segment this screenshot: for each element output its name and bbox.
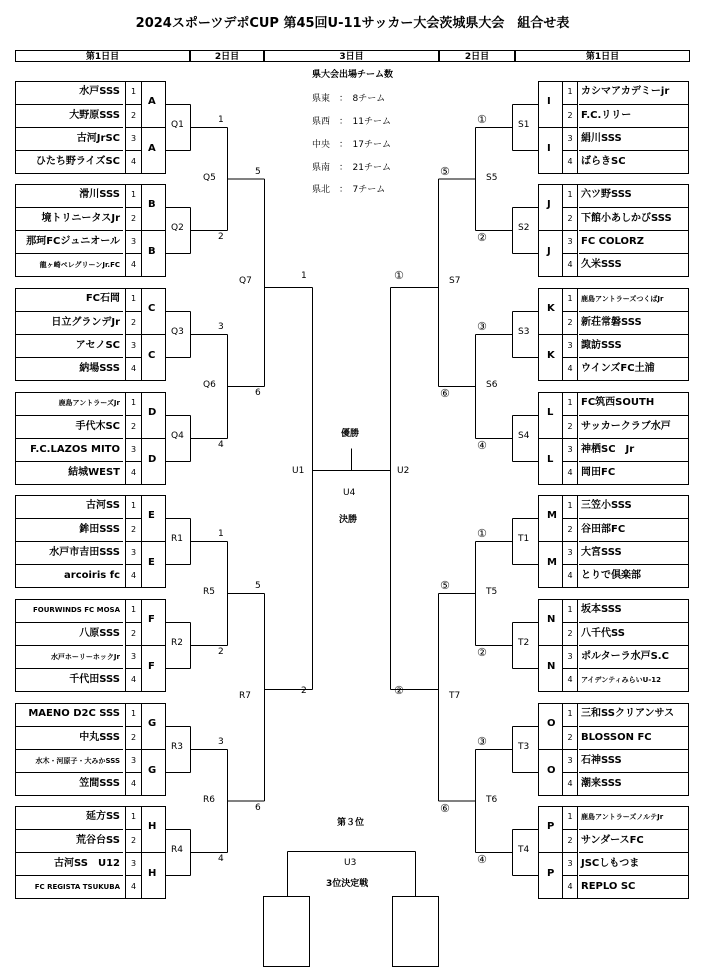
group-letter: O xyxy=(547,765,556,776)
team-name: arcoiris fc xyxy=(16,564,123,587)
seed-number: 2 xyxy=(126,311,141,334)
seed-number: 4 xyxy=(126,357,141,380)
bracket-number: ③ xyxy=(477,735,487,748)
team-name: 岡田FC xyxy=(579,461,688,484)
bracket-number: ③ xyxy=(477,320,487,333)
team-name: 石神SSS xyxy=(579,749,688,772)
group-letter: G xyxy=(148,718,157,729)
team-name: サンダースFC xyxy=(579,829,688,852)
seed-number: 1 xyxy=(130,398,137,407)
team-name: ポルターラ水戸S.C xyxy=(579,645,688,668)
match-label: Q3 xyxy=(171,327,184,337)
seed-number: 3 xyxy=(126,852,141,875)
match-u2: U2 xyxy=(397,466,410,476)
group-letter: E xyxy=(148,557,155,568)
seed-number: 1 xyxy=(130,87,137,96)
seed-number: 4 xyxy=(563,461,577,484)
bracket-number: 3 xyxy=(218,737,224,747)
team-name: 千代田SSS xyxy=(16,668,123,691)
team-name: 新荘常磐SSS xyxy=(579,311,688,334)
seed-number: 3 xyxy=(126,438,141,461)
match-label: Q1 xyxy=(171,120,184,130)
group-letter: M xyxy=(547,510,557,521)
team-name: 中丸SSS xyxy=(16,726,123,749)
seed-number: 4 xyxy=(126,564,141,587)
team-name: カシマアカデミーjr xyxy=(581,86,670,97)
third-place-title: 第３位 xyxy=(337,818,365,828)
team-name: 絹川SSS xyxy=(579,127,688,150)
group-letter: G xyxy=(148,765,157,776)
match-label: R1 xyxy=(171,534,183,544)
seed-number: 1 xyxy=(130,605,137,614)
seed-number: 1 xyxy=(567,605,573,614)
match-u4: U4 xyxy=(343,488,356,498)
team-name: 久米SSS xyxy=(579,253,688,276)
team-name: 境トリニータスJr xyxy=(16,207,123,230)
team-name: 龍ヶ崎ペレグリーンJr.FC xyxy=(16,253,123,276)
group-letter: C xyxy=(148,350,156,361)
match-label: T6 xyxy=(486,794,498,805)
seed-number: 1 xyxy=(130,190,137,199)
seed-number: 3 xyxy=(563,852,577,875)
bracket-number: 3 xyxy=(218,322,224,332)
match-label: S2 xyxy=(518,223,530,233)
match-label: Q7 xyxy=(239,276,252,287)
team-name: 古河SS U12 xyxy=(16,852,123,875)
match-label: S4 xyxy=(518,431,530,441)
team-name: 結城WEST xyxy=(16,461,123,484)
match-label: R5 xyxy=(203,587,215,597)
group-letter: D xyxy=(148,454,157,465)
seed-number: 4 xyxy=(563,564,577,587)
group-letter: P xyxy=(547,821,555,832)
team-name: 古河SS xyxy=(86,500,120,511)
header-day2-right: 2日目 xyxy=(439,50,515,62)
seed-number: 4 xyxy=(126,150,141,173)
team-name: 日立グランデJr xyxy=(16,311,123,334)
bracket-number: ④ xyxy=(477,853,487,866)
group-letter: E xyxy=(148,510,155,521)
seed-number: 1 xyxy=(130,812,137,821)
seed-number: 3 xyxy=(126,541,141,564)
seed-number: 2 xyxy=(563,207,577,230)
seed-number: 4 xyxy=(563,772,577,795)
team-name: JSCしもつま xyxy=(579,852,688,875)
match-label: S5 xyxy=(486,172,498,183)
bracket-number: ⑥ xyxy=(440,801,450,815)
team-name: 鹿島アントラーズJr xyxy=(58,399,120,407)
group-letter: F xyxy=(148,661,155,672)
seed-number: 2 xyxy=(563,311,577,334)
bracket-number: 2 xyxy=(301,685,307,696)
team-name: 荒谷台SS xyxy=(16,829,123,852)
group-letter: C xyxy=(148,303,156,314)
match-label: R6 xyxy=(203,794,215,805)
group-letter: B xyxy=(148,199,156,210)
seed-number: 1 xyxy=(130,501,137,510)
seed-number: 1 xyxy=(567,294,573,303)
seed-number: 4 xyxy=(563,150,577,173)
match-label: R4 xyxy=(171,845,183,855)
seed-number: 2 xyxy=(563,829,577,852)
bracket-number: 1 xyxy=(218,529,224,539)
group-letter: F xyxy=(148,614,155,625)
winner-label: 優勝 xyxy=(341,429,360,439)
seed-number: 2 xyxy=(126,829,141,852)
seed-number: 2 xyxy=(563,622,577,645)
team-name: とりで倶楽部 xyxy=(579,564,688,587)
team-name: FC COLORZ xyxy=(579,230,688,253)
bracket-number: ② xyxy=(394,683,404,697)
match-label: R7 xyxy=(239,690,251,701)
team-name: 納場SSS xyxy=(16,357,123,380)
seed-number: 3 xyxy=(563,334,577,357)
bracket-number: ② xyxy=(477,231,487,244)
team-name: 谷田部FC xyxy=(579,518,688,541)
team-name: 大野原SSS xyxy=(16,104,123,127)
team-name: F.C.リリー xyxy=(579,104,688,127)
team-name: 水木・河原子・大みかSSS xyxy=(16,749,123,772)
match-label: Q6 xyxy=(203,380,216,390)
team-name: 鹿島アントラーズつくばJr xyxy=(581,295,664,303)
team-name: 諏訪SSS xyxy=(579,334,688,357)
seed-number: 2 xyxy=(563,726,577,749)
bracket-number: ① xyxy=(477,113,487,126)
info-row: 県北 ： 7チーム xyxy=(312,185,386,195)
team-name: 鉾田SSS xyxy=(16,518,123,541)
group-letter: H xyxy=(148,821,157,832)
seed-number: 4 xyxy=(126,772,141,795)
match-label: S3 xyxy=(518,327,530,337)
group-letter: J xyxy=(547,199,551,210)
match-label: S1 xyxy=(518,120,530,130)
seed-number: 1 xyxy=(130,294,137,303)
seed-number: 2 xyxy=(126,622,141,645)
seed-number: 4 xyxy=(126,875,141,898)
bracket-number: ② xyxy=(477,646,487,659)
bracket-number: 2 xyxy=(218,647,224,657)
seed-number: 3 xyxy=(563,127,577,150)
team-name: 笠間SSS xyxy=(16,772,123,795)
bracket-number: ④ xyxy=(477,439,487,452)
group-letter: P xyxy=(547,868,555,879)
team-name: 八千代SS xyxy=(579,622,688,645)
seed-number: 1 xyxy=(567,709,573,718)
seed-number: 2 xyxy=(126,104,141,127)
info-row: 県西 ： 11チーム xyxy=(312,117,391,127)
bracket-number: ⑤ xyxy=(440,579,450,592)
team-name: 大宮SSS xyxy=(579,541,688,564)
header-day2-left: 2日目 xyxy=(190,50,264,62)
team-name: 三笠小SSS xyxy=(581,500,632,511)
seed-number: 3 xyxy=(563,438,577,461)
bracket-number: 6 xyxy=(255,802,261,813)
group-letter: K xyxy=(547,303,555,314)
bracket-number: 1 xyxy=(218,115,224,125)
team-name: FC筑西SOUTH xyxy=(581,397,655,408)
team-name: 滑川SSS xyxy=(79,189,120,200)
info-row: 中央 ： 17チーム xyxy=(312,140,391,150)
match-label: Q5 xyxy=(203,172,216,183)
match-u3: U3 xyxy=(344,858,357,868)
seed-number: 2 xyxy=(563,104,577,127)
team-name: MAENO D2C SSS xyxy=(28,708,120,719)
team-name: 神栖SC Jr xyxy=(579,438,688,461)
seed-number: 1 xyxy=(567,190,573,199)
final-label: 決勝 xyxy=(339,515,358,525)
seed-number: 2 xyxy=(563,415,577,438)
team-name: FC REGISTA TSUKUBA xyxy=(16,875,123,898)
match-label: S6 xyxy=(486,380,498,390)
match-label: R3 xyxy=(171,742,183,752)
bracket-number: ① xyxy=(477,527,487,540)
team-name: ばらきSC xyxy=(579,150,688,173)
team-name: ウインズFC土浦 xyxy=(579,357,688,380)
bracket-number: ① xyxy=(394,269,404,283)
seed-number: 4 xyxy=(126,668,141,691)
group-letter: M xyxy=(547,557,557,568)
match-u1: U1 xyxy=(292,466,305,476)
seed-number: 1 xyxy=(567,398,573,407)
seed-number: 3 xyxy=(126,127,141,150)
seed-number: 3 xyxy=(126,334,141,357)
seed-number: 3 xyxy=(563,541,577,564)
team-name: 水戸SSS xyxy=(79,86,120,97)
team-name: FC石岡 xyxy=(85,293,120,304)
team-name: 鹿島アントラーズノルテJr xyxy=(581,813,664,821)
seed-number: 4 xyxy=(563,875,577,898)
group-letter: N xyxy=(547,614,556,625)
bracket-number: ⑤ xyxy=(440,164,450,178)
team-name: FOURWINDS FC MOSA xyxy=(32,606,120,614)
team-name: BLOSSON FC xyxy=(579,726,688,749)
third-place-label: 3位決定戦 xyxy=(326,879,369,889)
info-title: 県大会出場チーム数 xyxy=(312,70,394,80)
seed-number: 3 xyxy=(563,230,577,253)
team-name: F.C.LAZOS MITO xyxy=(16,438,123,461)
team-name: アセノSC xyxy=(16,334,123,357)
group-letter: L xyxy=(547,407,554,418)
seed-number: 2 xyxy=(126,518,141,541)
seed-number: 3 xyxy=(126,749,141,772)
group-letter: D xyxy=(148,407,157,418)
team-name: 延方SS xyxy=(86,811,120,822)
team-name: 坂本SSS xyxy=(581,604,622,615)
seed-number: 1 xyxy=(567,87,573,96)
seed-number: 2 xyxy=(126,415,141,438)
team-name: 三和SSクリアンサス xyxy=(581,708,675,719)
seed-number: 3 xyxy=(126,230,141,253)
team-name: ひたち野ライズSC xyxy=(16,150,123,173)
seed-number: 1 xyxy=(567,501,573,510)
seed-number: 2 xyxy=(563,518,577,541)
seed-number: 4 xyxy=(563,253,577,276)
seed-number: 2 xyxy=(126,207,141,230)
team-name: 八原SSS xyxy=(16,622,123,645)
bracket-number: 2 xyxy=(218,232,224,242)
match-label: T7 xyxy=(449,690,461,701)
seed-number: 2 xyxy=(126,726,141,749)
match-label: T2 xyxy=(518,638,530,648)
team-name: 水戸ホーリーホックJr xyxy=(16,645,123,668)
bracket-number: 1 xyxy=(301,271,307,282)
group-letter: A xyxy=(148,143,156,154)
bracket-number: ⑥ xyxy=(440,387,450,400)
bracket-number: 4 xyxy=(218,854,224,864)
seed-number: 4 xyxy=(126,253,141,276)
group-letter: N xyxy=(547,661,556,672)
match-label: Q2 xyxy=(171,223,184,233)
team-name: 那珂FCジュニオール xyxy=(16,230,123,253)
group-letter: A xyxy=(148,96,156,107)
match-label: R2 xyxy=(171,638,183,648)
group-letter: K xyxy=(547,350,555,361)
match-label: Q4 xyxy=(171,431,184,441)
team-name: アイデンティみらいU-12 xyxy=(579,668,688,691)
team-name: 潮来SSS xyxy=(579,772,688,795)
group-letter: H xyxy=(148,868,157,879)
bracket-number: 6 xyxy=(255,388,261,398)
team-name: 古河JrSC xyxy=(16,127,123,150)
team-name: 水戸市吉田SSS xyxy=(16,541,123,564)
match-label: S7 xyxy=(449,276,461,287)
seed-number: 1 xyxy=(130,709,137,718)
match-label: T1 xyxy=(518,534,530,544)
header-day1-right: 第1日目 xyxy=(515,50,690,62)
page-title: 2024スポーツデポCUP 第45回U-11サッカー大会茨城県大会 組合せ表 xyxy=(135,16,570,31)
seed-number: 1 xyxy=(567,812,573,821)
match-label: T5 xyxy=(486,587,498,597)
team-name: 下館小あしかびSSS xyxy=(579,207,688,230)
header-day3: 3日目 xyxy=(264,50,439,62)
bracket-number: 4 xyxy=(218,440,224,450)
info-row: 県南 ： 21チーム xyxy=(312,163,391,173)
seed-number: 4 xyxy=(563,668,577,691)
seed-number: 3 xyxy=(563,645,577,668)
seed-number: 3 xyxy=(126,645,141,668)
seed-number: 4 xyxy=(126,461,141,484)
bracket-number: 5 xyxy=(255,166,261,177)
group-letter: I xyxy=(547,143,551,154)
match-label: T3 xyxy=(518,742,530,752)
group-letter: I xyxy=(547,96,551,107)
team-name: 手代木SC xyxy=(16,415,123,438)
team-name: REPLO SC xyxy=(579,875,688,898)
group-letter: J xyxy=(547,246,551,257)
bracket-number: 5 xyxy=(255,581,261,591)
header-day1-left: 第1日目 xyxy=(15,50,190,62)
group-letter: L xyxy=(547,454,554,465)
team-name: サッカークラブ水戸 xyxy=(579,415,688,438)
team-name: 六ツ野SSS xyxy=(581,189,632,200)
group-letter: O xyxy=(547,718,556,729)
info-row: 県東 ： 8チーム xyxy=(312,94,386,104)
group-letter: B xyxy=(148,246,156,257)
seed-number: 4 xyxy=(563,357,577,380)
match-label: T4 xyxy=(518,845,530,855)
block-border xyxy=(393,897,439,967)
block-border xyxy=(264,897,310,967)
seed-number: 3 xyxy=(563,749,577,772)
